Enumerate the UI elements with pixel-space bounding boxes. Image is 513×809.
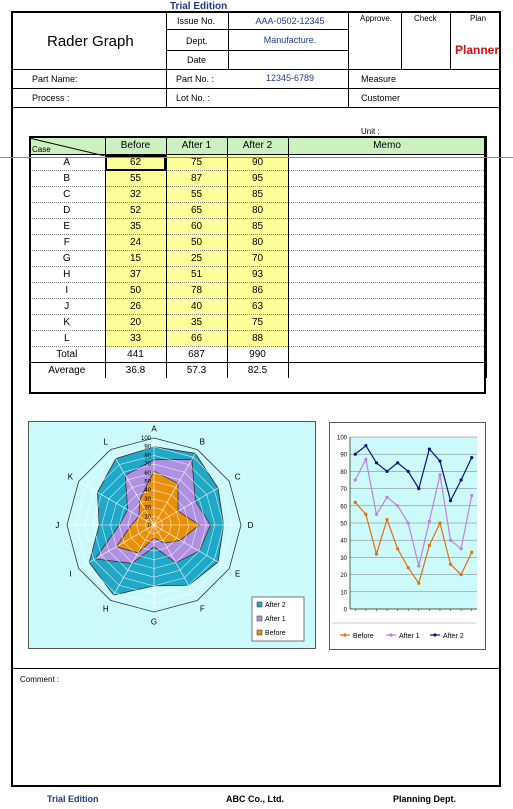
line-point bbox=[375, 513, 378, 516]
case-cell: H bbox=[29, 267, 105, 283]
legend-label: After 1 bbox=[265, 616, 286, 623]
line-point bbox=[375, 552, 378, 555]
line-point bbox=[407, 470, 410, 473]
radar-tick-label: 90 bbox=[144, 444, 151, 451]
check-label: Check bbox=[414, 14, 437, 23]
value-cell: 66 bbox=[166, 331, 227, 347]
line-chart-panel bbox=[329, 422, 486, 650]
line-point bbox=[417, 487, 420, 490]
line-ytick-label: 60 bbox=[340, 504, 347, 511]
case-cell: E bbox=[29, 219, 105, 235]
line-ytick-label: 100 bbox=[336, 435, 347, 442]
memo-cell bbox=[288, 299, 486, 315]
value-cell: 78 bbox=[166, 283, 227, 299]
line-point bbox=[438, 459, 441, 462]
line-point bbox=[396, 504, 399, 507]
total-value: 441 bbox=[105, 347, 166, 363]
line-point bbox=[449, 499, 452, 502]
table-row bbox=[29, 219, 486, 235]
memo-cell bbox=[288, 235, 486, 251]
line-point bbox=[354, 478, 357, 481]
radar-tick-label: 10 bbox=[144, 514, 151, 521]
memo-cell bbox=[288, 203, 486, 219]
radar-axis-label: L bbox=[103, 437, 108, 447]
line-point bbox=[428, 544, 431, 547]
line-ytick-label: 10 bbox=[340, 590, 347, 597]
footer-trial-edition: Trial Edition bbox=[47, 794, 99, 804]
total-value: 687 bbox=[166, 347, 227, 363]
line-point bbox=[396, 461, 399, 464]
value-cell: 62 bbox=[105, 155, 166, 171]
data-table bbox=[29, 136, 487, 378]
issue-no-label: Issue No. bbox=[177, 16, 216, 26]
value-cell: 87 bbox=[166, 171, 227, 187]
radar-legend bbox=[252, 597, 304, 641]
value-cell: 55 bbox=[105, 171, 166, 187]
line-point bbox=[428, 520, 431, 523]
average-value: 57.3 bbox=[166, 363, 227, 379]
legend-swatch bbox=[257, 630, 262, 635]
memo-cell bbox=[288, 251, 486, 267]
value-cell: 50 bbox=[105, 283, 166, 299]
value-cell: 95 bbox=[227, 171, 288, 187]
column-header: Before bbox=[105, 136, 166, 155]
page-title: Rader Graph bbox=[47, 33, 134, 50]
average-value: 36.8 bbox=[105, 363, 166, 379]
memo-cell bbox=[288, 331, 486, 347]
value-cell: 88 bbox=[227, 331, 288, 347]
column-header: After 2 bbox=[227, 136, 288, 155]
table-row bbox=[29, 203, 486, 219]
value-cell: 85 bbox=[227, 187, 288, 203]
value-cell: 55 bbox=[166, 187, 227, 203]
line-point bbox=[428, 447, 431, 450]
line-point bbox=[470, 551, 473, 554]
value-cell: 51 bbox=[166, 267, 227, 283]
case-cell: C bbox=[29, 187, 105, 203]
radar-axis-label: I bbox=[69, 569, 72, 579]
line-ytick-label: 70 bbox=[340, 487, 347, 494]
line-ytick-label: 50 bbox=[340, 521, 347, 528]
case-cell: J bbox=[29, 299, 105, 315]
footer-company: ABC Co., Ltd. bbox=[226, 794, 284, 804]
case-cell: A bbox=[29, 155, 105, 171]
legend-label: After 2 bbox=[443, 633, 464, 640]
line-point bbox=[385, 518, 388, 521]
report-sheet bbox=[11, 11, 501, 787]
line-legend bbox=[332, 623, 476, 640]
case-cell: L bbox=[29, 331, 105, 347]
table-row bbox=[29, 267, 486, 283]
value-cell: 25 bbox=[166, 251, 227, 267]
plan-value: Planner bbox=[455, 43, 500, 57]
legend-swatch bbox=[257, 616, 262, 621]
customer-label: Customer bbox=[361, 93, 401, 103]
value-cell: 75 bbox=[227, 315, 288, 331]
line-point bbox=[407, 521, 410, 524]
memo-cell bbox=[288, 315, 486, 331]
dept-value: Manufacture. bbox=[263, 35, 317, 45]
value-cell: 37 bbox=[105, 267, 166, 283]
table-row bbox=[29, 251, 486, 267]
line-ytick-label: 80 bbox=[340, 469, 347, 476]
radar-axis-label: G bbox=[150, 617, 158, 627]
value-cell: 75 bbox=[166, 155, 227, 171]
case-diagonal bbox=[29, 136, 105, 156]
radar-axis-label: A bbox=[151, 424, 157, 434]
table-row bbox=[29, 235, 486, 251]
column-header: After 1 bbox=[166, 136, 227, 155]
total-label: Total bbox=[29, 347, 105, 363]
radar-tick-label: 70 bbox=[144, 462, 151, 469]
radar-axis-label: K bbox=[67, 472, 74, 482]
table-row bbox=[29, 171, 486, 187]
radar-tick-label: 100 bbox=[140, 436, 151, 442]
legend-swatch bbox=[257, 602, 262, 607]
radar-axis-label: F bbox=[199, 604, 205, 614]
line-point bbox=[364, 513, 367, 516]
line-chart bbox=[330, 423, 485, 649]
value-cell: 32 bbox=[105, 187, 166, 203]
line-point bbox=[375, 461, 378, 464]
table-row bbox=[29, 315, 486, 331]
radar-axis-label: E bbox=[234, 569, 241, 579]
radar-tick-label: 80 bbox=[144, 453, 151, 460]
part-no-value: 12345-6789 bbox=[265, 73, 315, 83]
line-point bbox=[470, 494, 473, 497]
line-point bbox=[438, 521, 441, 524]
line-point bbox=[417, 564, 420, 567]
case-cell: I bbox=[29, 283, 105, 299]
legend-marker bbox=[343, 633, 346, 636]
date-label: Date bbox=[187, 55, 207, 65]
part-name-label: Part Name: bbox=[32, 74, 78, 84]
value-cell: 35 bbox=[105, 219, 166, 235]
trial-edition-top: Trial Edition bbox=[170, 1, 228, 12]
line-point bbox=[460, 547, 463, 550]
radar-tick-label: 40 bbox=[144, 488, 151, 495]
case-cell: K bbox=[29, 315, 105, 331]
line-point bbox=[438, 473, 441, 476]
line-ytick-label: 30 bbox=[340, 555, 347, 562]
table-row bbox=[29, 187, 486, 203]
lot-no-label: Lot No. : bbox=[176, 93, 211, 103]
value-cell: 60 bbox=[166, 219, 227, 235]
line-ytick-label: 0 bbox=[343, 607, 347, 614]
memo-cell bbox=[288, 363, 486, 379]
unit-label: Unit : bbox=[361, 127, 380, 136]
value-cell: 52 bbox=[105, 203, 166, 219]
column-header: Memo bbox=[288, 136, 486, 155]
radar-tick-label: 50 bbox=[144, 479, 151, 486]
radar-axis-label: J bbox=[55, 521, 60, 530]
line-point bbox=[385, 470, 388, 473]
memo-cell bbox=[288, 267, 486, 283]
total-value: 990 bbox=[227, 347, 288, 363]
footer-department: Planning Dept. bbox=[393, 794, 456, 804]
value-cell: 86 bbox=[227, 283, 288, 299]
value-cell: 40 bbox=[166, 299, 227, 315]
line-ytick-label: 90 bbox=[340, 452, 347, 459]
value-cell: 20 bbox=[105, 315, 166, 331]
radar-chart bbox=[29, 422, 315, 648]
dept-label: Dept. bbox=[186, 36, 208, 46]
value-cell: 24 bbox=[105, 235, 166, 251]
value-cell: 80 bbox=[227, 235, 288, 251]
table-row bbox=[29, 331, 486, 347]
memo-cell bbox=[288, 171, 486, 187]
memo-cell bbox=[288, 347, 486, 363]
process-label: Process : bbox=[32, 93, 70, 103]
case-cell: B bbox=[29, 171, 105, 187]
line-point bbox=[460, 573, 463, 576]
value-cell: 33 bbox=[105, 331, 166, 347]
value-cell: 90 bbox=[227, 155, 288, 171]
legend-marker bbox=[389, 633, 392, 636]
line-point bbox=[460, 478, 463, 481]
average-row bbox=[29, 363, 486, 379]
line-point bbox=[407, 566, 410, 569]
legend-label: Before bbox=[353, 633, 374, 640]
value-cell: 15 bbox=[105, 251, 166, 267]
line-point bbox=[364, 444, 367, 447]
table-row bbox=[29, 299, 486, 315]
line-point bbox=[449, 539, 452, 542]
value-cell: 80 bbox=[227, 203, 288, 219]
comment-label: Comment : bbox=[20, 675, 60, 684]
legend-label: Before bbox=[265, 630, 286, 637]
value-cell: 93 bbox=[227, 267, 288, 283]
value-cell: 26 bbox=[105, 299, 166, 315]
line-point bbox=[354, 453, 357, 456]
line-point bbox=[385, 496, 388, 499]
legend-label: After 2 bbox=[265, 602, 286, 609]
memo-cell bbox=[288, 187, 486, 203]
value-cell: 50 bbox=[166, 235, 227, 251]
radar-axis-label: B bbox=[199, 437, 205, 447]
page-break-line bbox=[0, 157, 513, 158]
value-cell: 85 bbox=[227, 219, 288, 235]
value-cell: 65 bbox=[166, 203, 227, 219]
radar-tick-label: 30 bbox=[144, 496, 151, 503]
part-no-label: Part No. : bbox=[176, 74, 215, 84]
issue-no-value: AAA-0502-12345 bbox=[255, 16, 325, 26]
memo-cell bbox=[288, 283, 486, 299]
case-cell: G bbox=[29, 251, 105, 267]
radar-chart-panel bbox=[28, 421, 316, 649]
value-cell: 63 bbox=[227, 299, 288, 315]
case-cell: F bbox=[29, 235, 105, 251]
radar-axis-label: D bbox=[247, 521, 254, 530]
measure-label: Measure bbox=[361, 74, 397, 84]
line-ytick-label: 40 bbox=[340, 538, 347, 545]
radar-axis-label: H bbox=[102, 604, 109, 614]
line-point bbox=[449, 563, 452, 566]
average-label: Average bbox=[29, 363, 105, 379]
memo-cell bbox=[288, 219, 486, 235]
radar-axis-label: C bbox=[234, 472, 241, 482]
total-row bbox=[29, 347, 486, 363]
average-value: 82.5 bbox=[227, 363, 288, 379]
plan-label: Plan bbox=[470, 14, 487, 23]
line-point bbox=[470, 456, 473, 459]
line-point bbox=[364, 458, 367, 461]
radar-tick-label: 60 bbox=[144, 470, 151, 477]
case-header: Case bbox=[29, 136, 105, 155]
value-cell: 35 bbox=[166, 315, 227, 331]
legend-marker bbox=[433, 633, 436, 636]
approve-label: Approve. bbox=[360, 14, 393, 23]
radar-tick-label: 20 bbox=[144, 505, 151, 512]
table-row bbox=[29, 283, 486, 299]
line-point bbox=[417, 582, 420, 585]
value-cell: 70 bbox=[227, 251, 288, 267]
case-cell: D bbox=[29, 203, 105, 219]
line-ytick-label: 20 bbox=[340, 573, 347, 580]
radar-tick-label: 0 bbox=[147, 523, 151, 529]
legend-label: After 1 bbox=[399, 633, 420, 640]
line-point bbox=[396, 547, 399, 550]
line-point bbox=[354, 501, 357, 504]
